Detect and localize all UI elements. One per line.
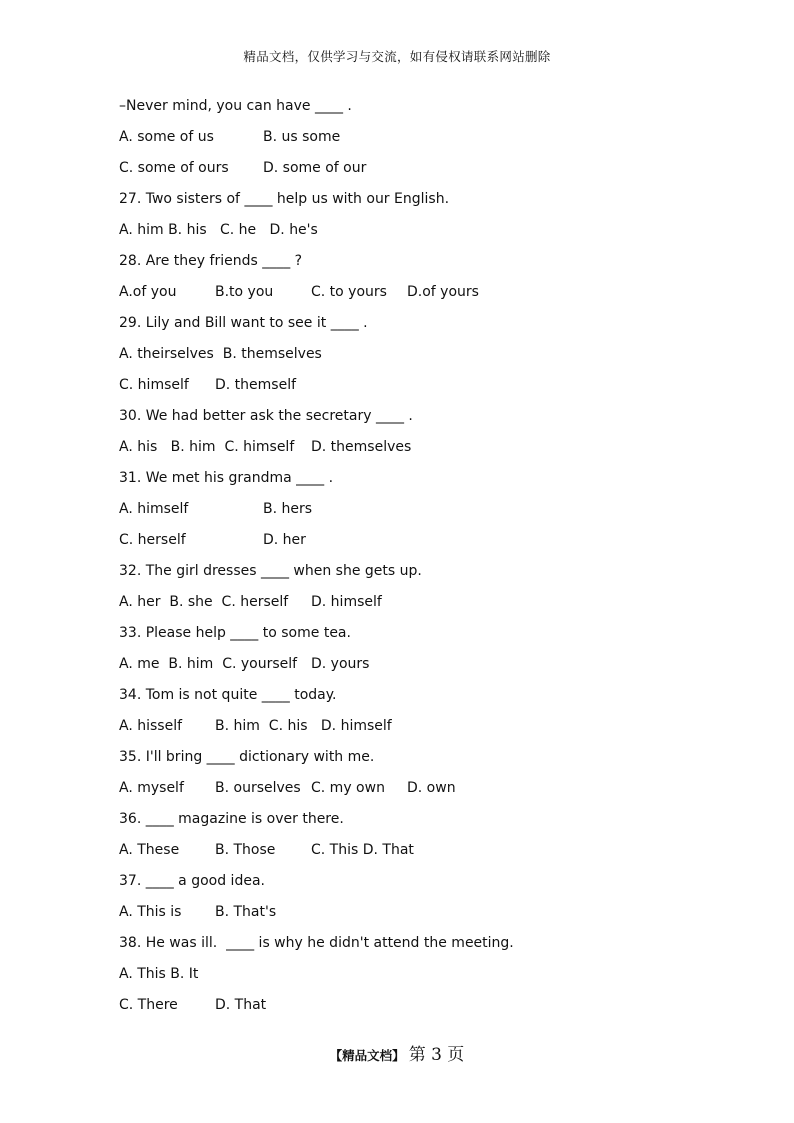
line-text: 27. Two sisters of ____ help us with our English. (119, 191, 450, 207)
page-number: 第 3 页 (408, 1045, 465, 1065)
option-line (119, 376, 679, 407)
page-header: 精品文档，仅供学习与交流，如有侵权请联系网站删除 (243, 49, 551, 64)
line-text: 29. Lily and Bill want to see it ____ . (119, 315, 368, 331)
option-line (119, 221, 679, 252)
option-text: B. him C. his D. himself (215, 718, 392, 734)
option-text: A. This B. It (119, 966, 199, 982)
line-text: 28. Are they friends ____ ? (119, 253, 303, 269)
option-text: A. hisself (119, 718, 183, 734)
option-text: B. Those (215, 842, 276, 858)
question-line (119, 469, 679, 500)
option-text: A. him B. his C. he D. he's (119, 222, 318, 238)
option-line (119, 996, 679, 1027)
line-text: 37. ____ a good idea. (119, 873, 265, 889)
question-line (119, 407, 679, 438)
document-body (119, 97, 679, 1027)
option-line (119, 965, 679, 996)
option-text: C. herself (119, 532, 186, 548)
footer-tag: 【精品文档】 (329, 1048, 405, 1063)
line-text: 34. Tom is not quite ____ today. (119, 687, 337, 703)
option-text: C. my own (311, 780, 385, 796)
option-text: A.of you (119, 284, 177, 300)
option-text: A. theirselves B. themselves (119, 346, 322, 362)
option-text: A. These (119, 842, 180, 858)
option-text: C. There (119, 997, 178, 1013)
option-line (119, 593, 679, 624)
line-text: –Never mind, you can have ____ . (119, 98, 352, 114)
question-line (119, 314, 679, 345)
line-text: 35. I'll bring ____ dictionary with me. (119, 749, 375, 765)
line-text: 32. The girl dresses ____ when she gets up. (119, 563, 422, 579)
option-line (119, 531, 679, 562)
question-line (119, 562, 679, 593)
option-text: D. her (263, 532, 306, 548)
question-line (119, 97, 679, 128)
option-text: A. This is (119, 904, 182, 920)
option-text: D. themself (215, 377, 297, 393)
question-line (119, 810, 679, 841)
option-text: A. himself (119, 501, 189, 517)
option-line (119, 717, 679, 748)
question-line (119, 748, 679, 779)
option-text: A. me B. him C. yourself (119, 656, 298, 672)
option-line (119, 779, 679, 810)
line-text: 30. We had better ask the secretary ____ . (119, 408, 413, 424)
question-line (119, 252, 679, 283)
line-text: 36. ____ magazine is over there. (119, 811, 344, 827)
option-line (119, 159, 679, 190)
option-text: D. own (407, 780, 456, 796)
option-text: B.to you (215, 284, 274, 300)
option-text: A. his B. him C. himself (119, 439, 295, 455)
option-text: D.of yours (407, 284, 479, 300)
option-line (119, 841, 679, 872)
question-line (119, 934, 679, 965)
line-text: 31. We met his grandma ____ . (119, 470, 334, 486)
option-text: C. This D. That (311, 842, 414, 858)
question-line (119, 686, 679, 717)
question-line (119, 624, 679, 655)
option-text: B. ourselves (215, 780, 301, 796)
line-text: 33. Please help ____ to some tea. (119, 625, 351, 641)
option-text: A. her B. she C. herself (119, 594, 289, 610)
option-text: A. myself (119, 780, 184, 796)
question-line (119, 190, 679, 221)
option-text: C. himself (119, 377, 189, 393)
page-footer (0, 1040, 794, 1065)
option-line (119, 438, 679, 469)
option-text: B. us some (263, 129, 341, 145)
option-line (119, 283, 679, 314)
option-text: D. himself (311, 594, 382, 610)
option-text: D. yours (311, 656, 370, 672)
question-line (119, 872, 679, 903)
option-line (119, 903, 679, 934)
option-text: D. themselves (311, 439, 412, 455)
option-text: C. to yours (311, 284, 387, 300)
option-text: C. some of ours (119, 160, 229, 176)
line-text: 38. He was ill. ____ is why he didn't attend the meeting. (119, 935, 514, 951)
option-line (119, 128, 679, 159)
option-line (119, 345, 679, 376)
option-text: B. That's (215, 904, 277, 920)
option-text: A. some of us (119, 129, 214, 145)
option-line (119, 500, 679, 531)
option-text: D. That (215, 997, 267, 1013)
option-line (119, 655, 679, 686)
option-text: D. some of our (263, 160, 367, 176)
option-text: B. hers (263, 501, 313, 517)
